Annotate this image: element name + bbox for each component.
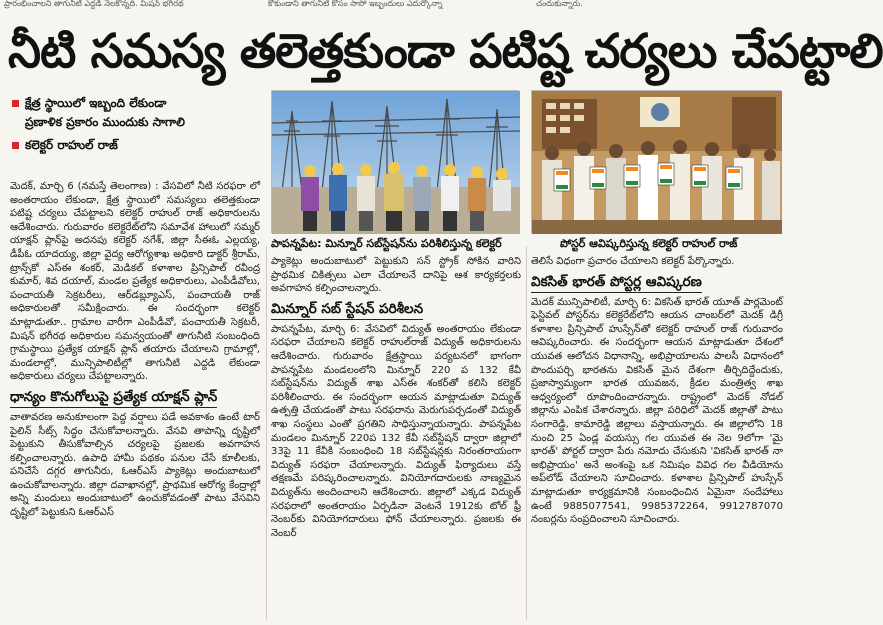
poster-release-photo (531, 90, 781, 233)
bullet-marker (12, 100, 19, 107)
poster-release-photo-illustration (532, 91, 782, 234)
article-column-2 (271, 255, 521, 620)
photo2-caption: పోస్టర్ ఆవిష్కరిస్తున్న కలెక్టర్ రాహుల్ రాజ్ (560, 237, 738, 250)
col3-para2: మెదక్ మున్సిపాలిటీ, మార్చి 6: వికసిత్ భారత్ యూత్ పార్లమెంట్ ఫెస్టివల్ పోస్టర్‌ను కలెక్టరేట్‌లోని ఆయన చాంబర్‌లో మెదక్ డిగ్రీ కళాశాల ప్రిన్సిపాల్ హుస్సేన్‌తో కలెక్టర్ రాహుల్ రాజ్ గురువారం ఆవిష్కరించారు. ఈ సందర్భంగా ఆయన మాట్లాడుతూ దేశంలో యువత ఆలోచన విధానాన్ని, అభిప్రాయాలను పాలసీ విధానంలో పొందుపర్చి భారతను వికసిత్ మైన దేశంగా తీర్చిదిద్దేందుకు, ప్రజాస్వామ్యంగా భారత యువజన, క్రీడల మంత్రిత్వ శాఖ ఆధ్వర్యంలో రూపొందించారన్నారు. రాష్ట్రంలో మెదక్ నోడల్ జిల్లాను ఎంపిక చేశారన్నారు. జిల్లా పరిధిలో మెదక్ జిల్లాతో పాటు సంగారెడ్డి, కామారెడ్డి జిల్లాలు వస్తాయన్నారు. ఈ జిల్లాలోని 18 నుంచి 25 ఏండ్ల వయస్సు గల యువత ఈ నెల 9లోగా 'మై భారత్' పోర్టల్ ద్వారా పేరు నమోదు చేసుకుని 'వికసిత్ భారత్ నా అభిప్రాయం' అనే అంశంపై ఒక నిమిషం వివిధ గల వీడియోను అప్‌లోడ్ చేయాలని సూచించారు. కళాశాల ప్రిన్సిపాల్ హుస్సేన్ మాట్లాడుతూ కార్యక్రమానికి సంబంధించిన ఏమైనా సందేహాలు ఉంటే 9885077541, 9985372264, 9912787070 నంబర్లను సంప్రదించాలని సూచించారు. (531, 296, 783, 526)
headline: నీటి సమస్య తలెత్తకుండా పటిష్ట చర్యలు చేపట్టాలి (8, 24, 883, 79)
bullet-text: క్షేత్ర స్థాయిలో ఇబ్బంది లేకుండా (25, 96, 167, 110)
article-column-3 (531, 255, 783, 620)
bullet-marker (12, 142, 19, 149)
previous-article-strip (0, 0, 800, 12)
bullet-item (12, 113, 262, 132)
col2-subhead (271, 299, 521, 320)
col1-subhead (10, 387, 260, 408)
col2-para1: ప్యాకెట్లు అందుబాటులో పెట్టుకుని సన్ స్ట్రోక్ సోకిన వారిని ప్రాథమిక చికిత్సలు ఎలా చేయాలనే దానిపై ఆశ కార్యకర్తలకు అవగాహన కల్పించాలన్నారు. (271, 256, 521, 295)
bullet-text: కలెక్టర్ రాహుల్ రాజ్ (25, 138, 118, 152)
column-divider (266, 246, 267, 620)
photo1-caption: పాపన్నపేట: మిన్నూర్ సబ్‌స్టేషన్‌ను పరిశీలిస్తున్న కలెక్టర్ (271, 237, 502, 250)
col1-para2: వాతావరణ అనుకూలంగా పెద్ద వర్షాలు పడే అవకాశం ఉంటే టార్ పైలిన్ సీట్స్ సిద్ధం చేసుకోవాలన్నారు. వేసవి తాపాన్ని దృష్టిలో పెట్టుకుని తీసుకోవాల్సిన చర్యలపై ప్రజలకు అవగాహన కల్పించాలన్నారు. ఉపాధి హామీ పథకం పనుల చేసే కూలీలకు, పనిచేసే దగ్గర తాగునీరు, ఓఆర్ఎస్ ప్యాకెట్లు అందుబాటులో ఉంచుకోవాలన్నారు. జిల్లా దవాఖానల్లో, ప్రాథమిక ఆరోగ్య కేంద్రాల్లో అన్ని మందులు అందుబాటులో ఉంచుకోవడంతో పాటు వేసవిని దృష్టిలో పెట్టుకుని ఓఆర్ఎస్ (10, 411, 260, 519)
col2-para2: పాపన్నపేట, మార్చి 6: వేసవిలో విద్యుత్ అంతరాయం లేకుండా సరఫరా చేయాలని కలెక్టర్ రాహుల్‌రాజ్ విద్యుత్ అధికారులను ఆదేశించారు. గురువారం క్షేత్రస్థాయి పర్యటనలో భాగంగా పాపన్నపేట మండలంలోని మిన్నూర్ 220 ప 132 కేవీ సబ్‌స్టేషన్‌ను విద్యుత్ శాఖ ఎస్ఈ శంకర్‌తో కలిసి కలెక్టర్ పరిశీలించారు. ఈ సందర్భంగా ఆయన మాట్లాడుతూ విద్యుత్ ఉత్పత్తి చేయడంతో పాటు సరఫరాను మెరుగుపర్చడంతో విద్యుత్ శాఖ సంస్థలు ఎంతో ప్రగతిని సాధిస్తున్నాయన్నారు. పాపన్నపేట మండలం మిన్నూర్ 220ప 132 కేవీ సబ్‌స్టేషన్ ద్వారా జిల్లాలో 33పై 11 కేవీకి సంబంధించి 18 సబ్‌స్టేషన్లకు నిరంతరాయంగా విద్యుత్ సరఫరా చేయాలన్నారు. విద్యుత్ ఫిర్యాదులు వస్తే తక్షణమే పరిష్కరించాలన్నారు. వినియోగదారులకు నాణ్యమైన విద్యుత్‌ను అందించాలని ఆదేశించారు. జిల్లాలో ఎక్కడ విద్యుత్ సరఫరాలో అంతరాయం ఏర్పడినా వెంటనే 1912కు టోల్ ఫ్రీ నెంబర్‌కు వినియోగదారులు ఫోన్ చేయాలన్నారు. ప్రజలకు ఈ నెంబర్ (271, 323, 521, 539)
bullet-text: ప్రణాళిక ప్రకారం ముందుకు సాగాలి (25, 115, 185, 129)
highlight-bullets (12, 94, 262, 159)
col3-subhead-text: వికసిత్ భారత్ పోస్టర్ల ఆవిష్కరణ (531, 272, 702, 293)
col1-subhead-text: ధాన్యం కొనుగోలుపై ప్రత్యేక యాక్షన్ ప్లాన్ (10, 387, 217, 408)
substation-photo (271, 90, 519, 233)
col3-para1: తెలిసే విధంగా ప్రచారం చేయాలని కలెక్టర్ పేర్కొన్నారు. (531, 256, 735, 267)
top-strip-middle: కోకుండాని తాగునీటి కోసం సాసో ఇబ్బందులు ఎదుర్కొన్నా (268, 0, 443, 8)
substation-photo-illustration (272, 91, 520, 234)
bullet-item (12, 94, 262, 113)
top-strip-left: ప్రారంభించాలని తాగునీటి ఎద్దడి నెలకొన్నది. మిషన్ భగీరథ (4, 0, 184, 8)
column-divider (526, 246, 527, 620)
article-column-1 (10, 180, 260, 620)
col1-para1: మెదక్, మార్చి 6 (నమస్తే తెలంగాణ) : వేసవిలో నీటి సరఫరా లో అంతరాయం లేకుండా, క్షేత్ర స్థాయిలో సమస్యలు తలెత్తకుండా పటిష్ట చర్యలు చేపట్టాలని కలెక్టర్ రాహుల్ రాజ్ అధికారులను ఆదేశించారు. గురువారం కలెక్టరేట్‌లోని సమావేశ హాలులో సమ్మర్ యాక్షన్ ప్లాన్‌పై అదనపు కలెక్టర్ నగేశ్, జిల్లా సీఈఓ ఎల్లయ్య, డీపీఓ యాదయ్య, జిల్లా వైద్య ఆరోగ్యశాఖ అధికారి డాక్టర్ శ్రీరామ్, ట్రాన్స్‌కో ఎస్ఈ శంకర్, మెడికల్ కళాశాల ప్రిన్సిపాల్ రవీంద్ర కుమార్, శివ దయాల్, మండల ప్రత్యేక అధికారులు, ఎంపీడీవోలు, పంచాయతీ సెక్రటరీలు, ఆర్‌డబ్ల్యూఎస్, పంచాయతీ రాజ్ అధికారులతో సమీక్షించారు. ఈ సందర్భంగా కలెక్టర్ మాట్లాడుతూ.. గ్రామాల వారీగా ఎంపీడీవో, పంచాయతీ సెక్రటరీ, మిషన్ భగీరథ అధికారుల సమన్వయంతో తాగునీటి సంబంధింది గ్రామస్థాయి ప్రత్యేక యాక్షన్ ప్లాన్ తయారు చేయాలని గ్రామాల్లో, మండలాల్లో, మున్సిపాలిటీల్లో తాగునీటి ఎద్దడి లేకుండా అధికారులు చర్యలు చేపట్టాలన్నారు. (10, 181, 260, 383)
bullet-item (12, 136, 262, 155)
col3-subhead (531, 272, 783, 293)
col2-subhead-text: మిన్నూర్ సబ్ స్టేషన్ పరిశీలన (271, 299, 423, 320)
top-strip-right: చందుకున్నారు. (536, 0, 583, 8)
